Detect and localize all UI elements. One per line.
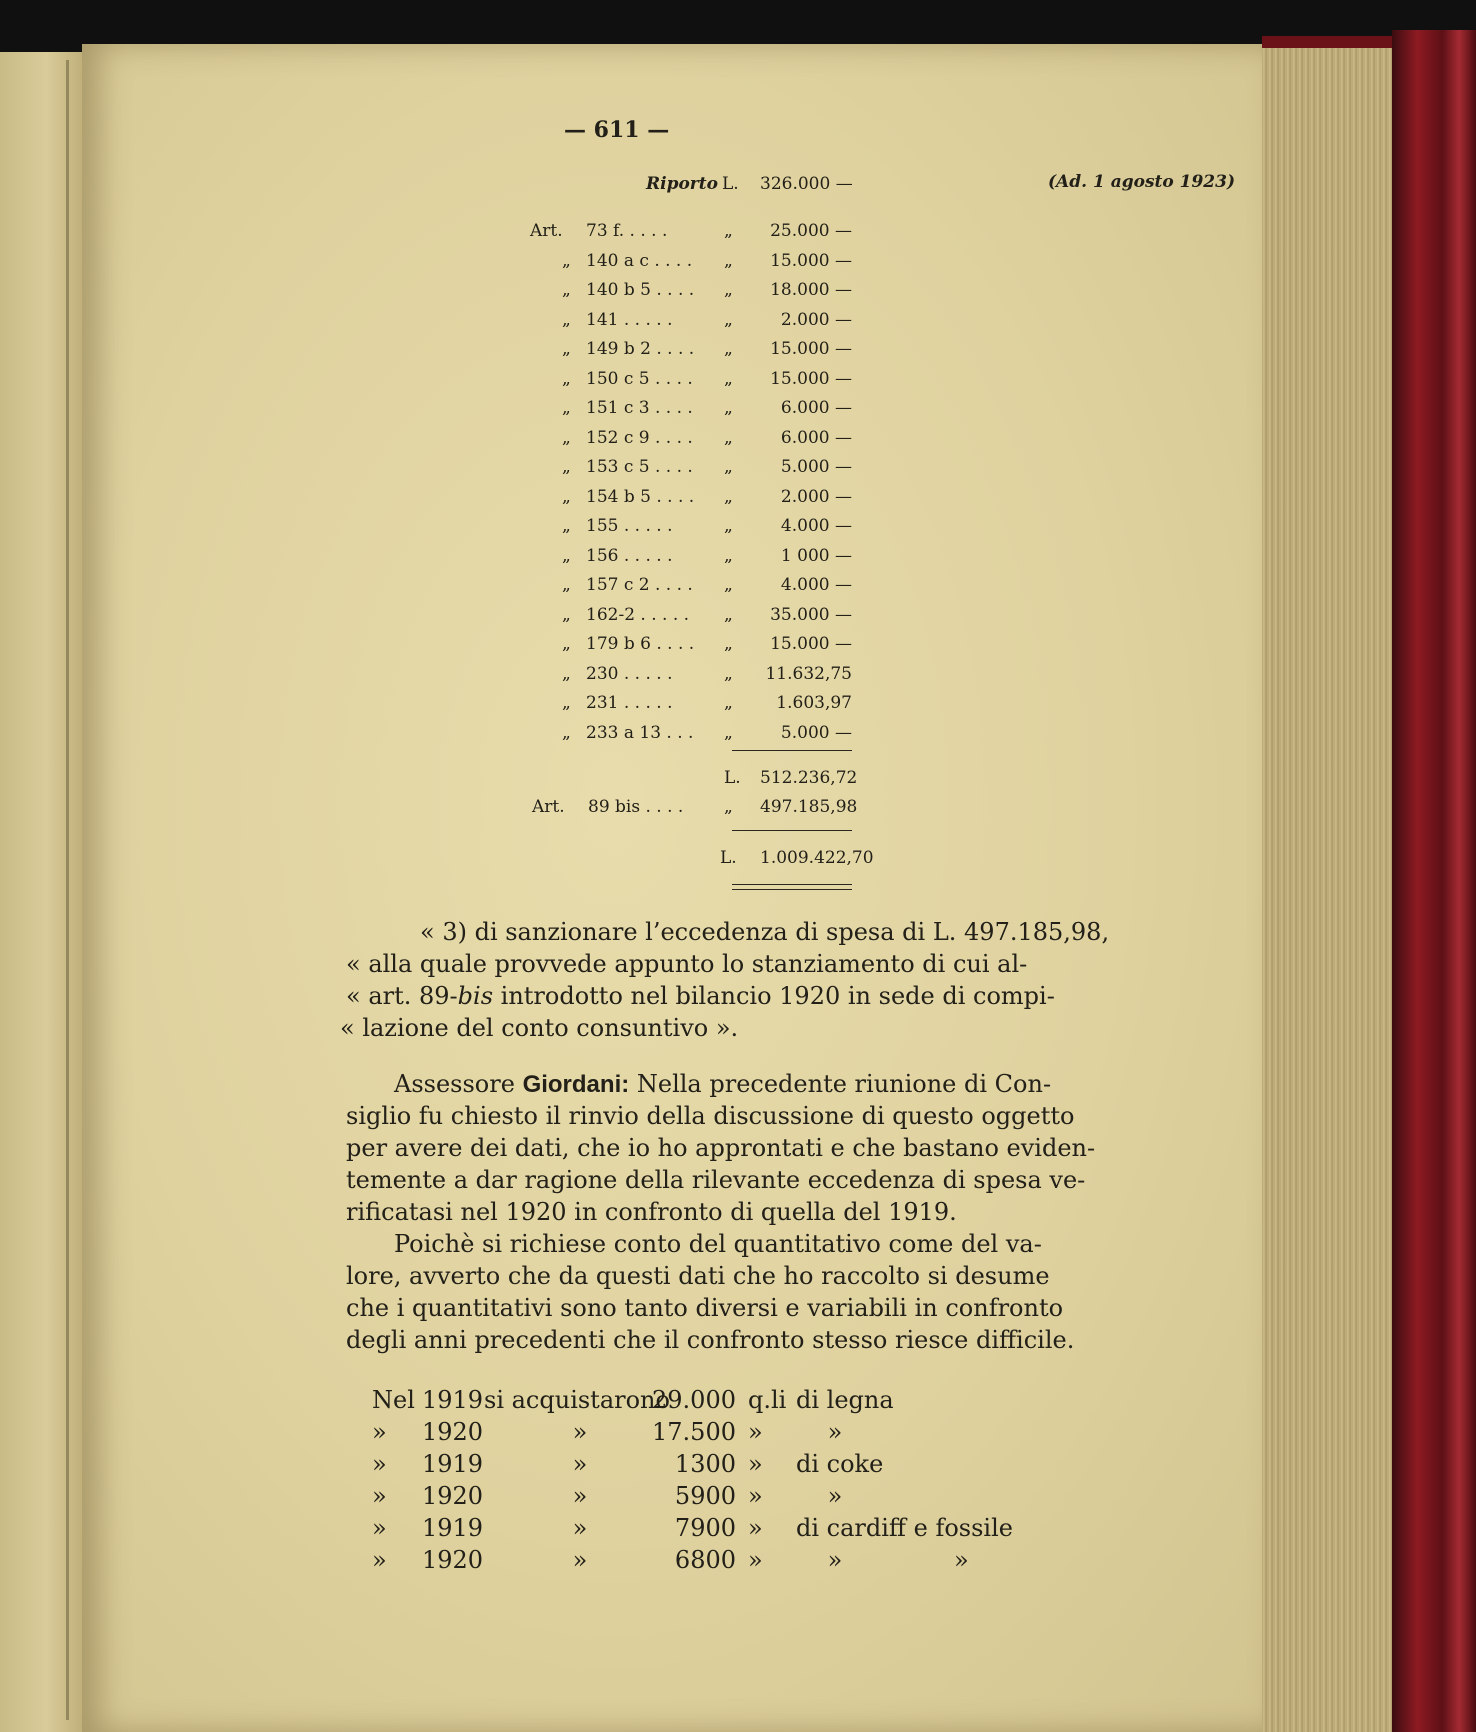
para2-line-2: lore, avverto che da questi dati che ho raccolto si desume — [346, 1262, 1050, 1290]
budget-row-amount: 18.000 — — [770, 280, 852, 300]
budget-row-amount: 6.000 — — [780, 428, 852, 448]
extra-article: 89 bis . . . . — [588, 797, 684, 817]
budget-row-amount: 15.000 — — [770, 339, 852, 359]
fuel-row-year: 1920 — [422, 1546, 484, 1574]
riporto-label: Riporto — [646, 174, 718, 194]
fuel-row-year: 1919 — [422, 1386, 484, 1414]
fuel-row-qty: 17.500 — [652, 1418, 736, 1446]
fuel-row-qty: 6800 — [674, 1546, 736, 1574]
budget-row-article: 230 . . . . . — [586, 664, 673, 684]
budget-row-prefix: „ — [562, 310, 571, 330]
fuel-row-verb: » — [572, 1514, 588, 1542]
quote-line-1: « 3) di sanzionare l’eccedenza di spesa di L. 497.185,98, — [420, 918, 1110, 946]
budget-row-article: 140 b 5 . . . . — [586, 280, 695, 300]
fuel-row-verb: » — [572, 1482, 588, 1510]
budget-row-ditto: „ — [724, 605, 733, 625]
fuel-row-item: di coke — [796, 1450, 884, 1478]
budget-row-prefix: „ — [562, 339, 571, 359]
extra-ditto: „ — [724, 797, 733, 817]
budget-row-article: 153 c 5 . . . . — [586, 457, 693, 477]
budget-row-ditto: „ — [724, 428, 733, 448]
fuel-row-c1: » — [372, 1418, 387, 1446]
budget-row-ditto: „ — [724, 693, 733, 713]
fuel-row-qty: 1300 — [674, 1450, 736, 1478]
budget-row-ditto: „ — [724, 723, 733, 743]
para1-line-4: temente a dar ragione della rilevante eccedenza di spesa ve- — [346, 1166, 1086, 1194]
budget-row-prefix: „ — [562, 280, 571, 300]
fuel-row-qty: 29.000 — [652, 1386, 736, 1414]
budget-row-ditto: „ — [724, 487, 733, 507]
budget-row-prefix: „ — [562, 487, 571, 507]
fuel-row-qty: 5900 — [674, 1482, 736, 1510]
budget-row-prefix: „ — [562, 546, 571, 566]
budget-row-ditto: „ — [724, 664, 733, 684]
budget-row-article: 150 c 5 . . . . — [586, 369, 693, 389]
total-rule — [732, 830, 852, 831]
budget-row-ditto: „ — [724, 221, 733, 241]
budget-row-prefix: „ — [562, 369, 571, 389]
budget-row-amount: 1.603,97 — [776, 693, 852, 713]
budget-row-article: 155 . . . . . — [586, 516, 673, 536]
budget-row-article: 231 . . . . . — [586, 693, 673, 713]
left-page-edge — [66, 60, 69, 1720]
fuel-row-year: 1920 — [422, 1482, 484, 1510]
budget-row-amount: 2.000 — — [780, 310, 852, 330]
fuel-row-year: 1920 — [422, 1418, 484, 1446]
para1-line-1-text: Nella precedente riunione di Con- — [629, 1070, 1052, 1098]
budget-row-article: 73 f. . . . . — [586, 221, 668, 241]
para1-line-5: rificatasi nel 1920 in confronto di quella del 1919. — [346, 1198, 957, 1226]
subtotal-rule — [732, 750, 852, 751]
budget-row-amount: 1 000 — — [780, 546, 852, 566]
budget-row-ditto: „ — [724, 398, 733, 418]
fuel-row-unit: q.li — [748, 1386, 787, 1414]
budget-row-ditto: „ — [724, 575, 733, 595]
fuel-row-item: di legna — [796, 1386, 894, 1414]
para1-line-2: siglio fu chiesto il rinvio della discussione di questo oggetto — [346, 1102, 1075, 1130]
budget-row-article: 152 c 9 . . . . — [586, 428, 693, 448]
fuel-row-item: di cardiff e fossile — [796, 1514, 1013, 1542]
budget-row-article: 162-2 . . . . . — [586, 605, 690, 625]
fuel-row-unit: » — [748, 1418, 763, 1446]
quote-line-4: « lazione del conto consuntivo ». — [340, 1014, 739, 1042]
quote-line-3-start: « art. 89- — [346, 982, 458, 1010]
budget-row-amount: 5.000 — — [780, 723, 852, 743]
fuel-row-item: » — [827, 1546, 843, 1574]
fuel-row-extra: » — [954, 1546, 969, 1574]
budget-row-amount: 2.000 — — [780, 487, 852, 507]
budget-row-prefix: Art. — [530, 221, 563, 241]
budget-row-ditto: „ — [724, 546, 733, 566]
budget-row-ditto: „ — [724, 251, 733, 271]
budget-row-amount: 6.000 — — [780, 398, 852, 418]
speaker-prefix: Assessore — [394, 1070, 523, 1098]
budget-row-article: 141 . . . . . — [586, 310, 673, 330]
page-edges — [1262, 46, 1392, 1732]
budget-row-prefix: „ — [562, 605, 571, 625]
budget-row-amount: 15.000 — — [770, 634, 852, 654]
para1-line-1 — [394, 1070, 1051, 1099]
budget-row-amount: 5.000 — — [780, 457, 852, 477]
fuel-row-item: » — [827, 1418, 843, 1446]
budget-row-amount: 11.632,75 — [765, 664, 852, 684]
budget-row-amount: 25.000 — — [770, 221, 852, 241]
budget-row-amount: 35.000 — — [770, 605, 852, 625]
budget-row-amount: 15.000 — — [770, 369, 852, 389]
quote-line-3-end: introdotto nel bilancio 1920 in sede di compi- — [493, 982, 1055, 1010]
fuel-row-c1: » — [372, 1482, 387, 1510]
fuel-row-qty: 7900 — [674, 1514, 736, 1542]
fuel-row-unit: » — [748, 1450, 763, 1478]
fuel-row-year: 1919 — [422, 1514, 484, 1542]
fuel-row-c1: » — [372, 1450, 387, 1478]
budget-row-amount: 4.000 — — [780, 516, 852, 536]
budget-row-prefix: „ — [562, 457, 571, 477]
budget-row-article: 149 b 2 . . . . — [586, 339, 695, 359]
page-number: — 611 — — [564, 117, 670, 143]
budget-row-prefix: „ — [562, 575, 571, 595]
extra-amount: 497.185,98 — [760, 797, 858, 817]
red-cover — [1392, 30, 1476, 1732]
quote-line-3 — [346, 982, 1055, 1010]
quote-line-3-italic: bis — [457, 982, 494, 1010]
extra-prefix: Art. — [532, 797, 565, 817]
fuel-row-c1: » — [372, 1514, 387, 1542]
budget-row-ditto: „ — [724, 280, 733, 300]
riporto-currency: L. — [722, 174, 739, 194]
speaker-name: Giordani: — [522, 1071, 630, 1098]
fuel-row-verb: » — [572, 1450, 588, 1478]
budget-row-prefix: „ — [562, 251, 571, 271]
budget-row-prefix: „ — [562, 428, 571, 448]
budget-row-amount: 4.000 — — [780, 575, 852, 595]
para2-line-4: degli anni precedenti che il confronto stesso riesce difficile. — [346, 1326, 1075, 1354]
budget-row-ditto: „ — [724, 516, 733, 536]
fuel-row-c1: » — [372, 1546, 387, 1574]
budget-row-ditto: „ — [724, 457, 733, 477]
budget-row-article: 179 b 6 . . . . — [586, 634, 695, 654]
para2-line-1: Poichè si richiese conto del quantitativo come del va- — [394, 1230, 1042, 1258]
budget-row-article: 154 b 5 . . . . — [586, 487, 695, 507]
fuel-row-year: 1919 — [422, 1450, 484, 1478]
riporto-amount: 326.000 — — [760, 174, 853, 194]
para2-line-3: che i quantitativi sono tanto diversi e variabili in confronto — [346, 1294, 1064, 1322]
quote-line-2: « alla quale provvede appunto lo stanziamento di cui al- — [346, 950, 1028, 978]
budget-row-article: 156 . . . . . — [586, 546, 673, 566]
budget-row-prefix: „ — [562, 664, 571, 684]
double-rule-1 — [732, 884, 852, 885]
left-page — [0, 52, 84, 1732]
budget-row-prefix: „ — [562, 634, 571, 654]
budget-row-article: 140 a c . . . . — [586, 251, 693, 271]
budget-row-article: 151 c 3 . . . . — [586, 398, 693, 418]
budget-row-prefix: „ — [562, 723, 571, 743]
fuel-row-unit: » — [748, 1482, 763, 1510]
fuel-row-item: » — [827, 1482, 843, 1510]
fuel-row-unit: » — [748, 1546, 763, 1574]
total-amount: 1.009.422,70 — [760, 848, 874, 868]
budget-row-prefix: „ — [562, 693, 571, 713]
subtotal-amount: 512.236,72 — [760, 768, 858, 788]
budget-row-ditto: „ — [724, 310, 733, 330]
budget-row-amount: 15.000 — — [770, 251, 852, 271]
para1-line-3: per avere dei dati, che io ho approntati e che bastano eviden- — [346, 1134, 1096, 1162]
date-note: (Ad. 1 agosto 1923) — [1048, 172, 1235, 192]
fuel-row-c1: Nel — [372, 1386, 415, 1414]
budget-row-ditto: „ — [724, 369, 733, 389]
total-currency: L. — [720, 848, 737, 868]
fuel-row-unit: » — [748, 1514, 763, 1542]
budget-row-article: 233 a 13 . . . — [586, 723, 694, 743]
fuel-row-verb: » — [572, 1546, 588, 1574]
fuel-row-verb: si acquistarono — [484, 1386, 670, 1414]
budget-row-article: 157 c 2 . . . . — [586, 575, 693, 595]
budget-row-prefix: „ — [562, 516, 571, 536]
budget-row-ditto: „ — [724, 634, 733, 654]
fuel-row-verb: » — [572, 1418, 588, 1446]
budget-row-ditto: „ — [724, 339, 733, 359]
budget-row-prefix: „ — [562, 398, 571, 418]
subtotal-currency: L. — [724, 768, 741, 788]
double-rule-2 — [732, 889, 852, 890]
